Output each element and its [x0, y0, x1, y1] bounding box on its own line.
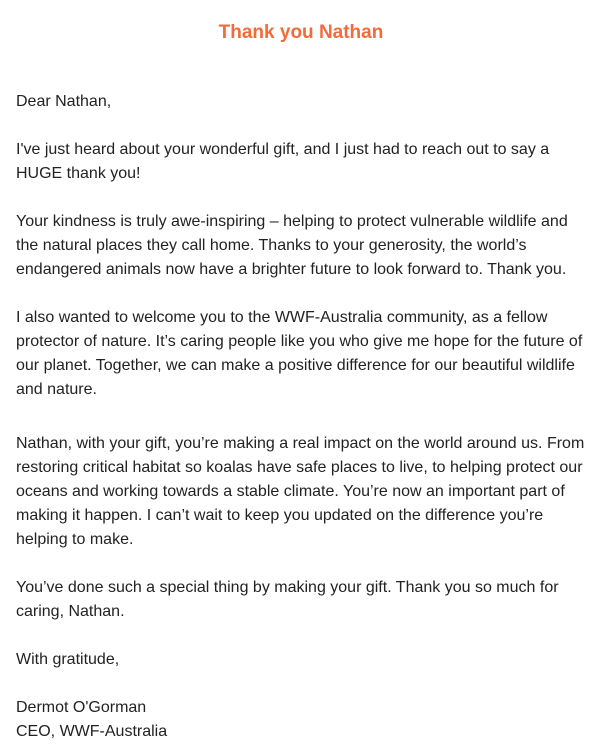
signature-role: CEO, WWF-Australia — [16, 723, 168, 740]
paragraph-5: You’ve done such a special thing by making your gift. Thank you so much for caring, Nathan. — [16, 579, 559, 620]
signature-name: Dermot O'Gorman — [16, 699, 147, 716]
letter-body — [16, 90, 586, 744]
paragraph-2: Your kindness is truly awe-inspiring – helping to protect vulnerable wildlife and the natural places they call home. Thanks to your generosity, the world’s endangered animals now have a brighter future to look forward to. Thank you. — [16, 213, 568, 278]
paragraph-4: Nathan, with your gift, you’re making a real impact on the world around us. From restoring critical habitat so koalas have safe places to live, to helping protect our oceans and working towards a stable climate. You’re now an important part of making it happen. I can’t wait to keep you updated on the difference you’re helping to make. — [16, 435, 585, 548]
closing: With gratitude, — [16, 651, 120, 668]
letter-title: Thank you Nathan — [218, 22, 384, 43]
greeting: Dear Nathan, — [16, 93, 112, 110]
paragraph-1: I've just heard about your wonderful gift, and I just had to reach out to say a HUGE thank you! — [16, 141, 550, 182]
paragraph-3: I also wanted to welcome you to the WWF-Australia community, as a fellow protector of nature. It’s caring people like you who give me hope for the future of our planet. Together, we can make a positive difference for our beautiful wildlife and nature. — [16, 309, 583, 398]
